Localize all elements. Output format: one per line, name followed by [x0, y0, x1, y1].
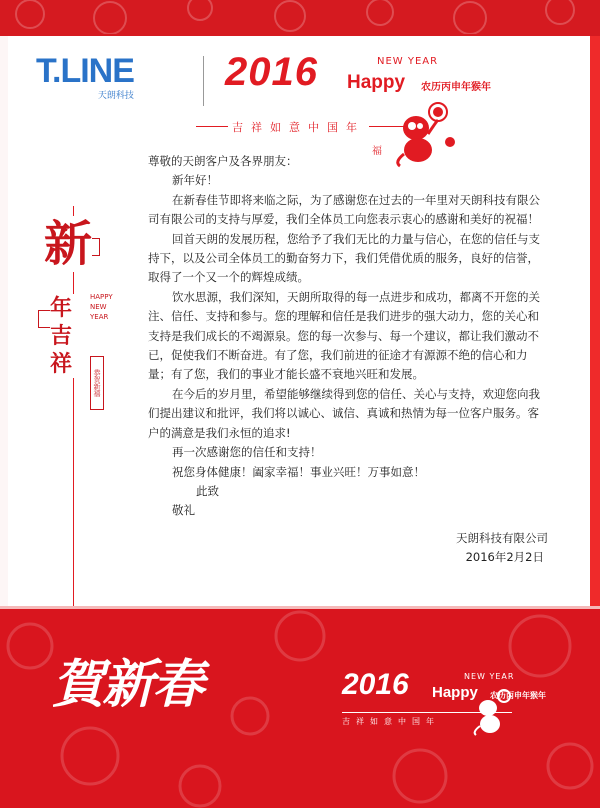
footer-year-banner: [342, 668, 546, 726]
top-red-band: [0, 0, 600, 36]
fu-pattern-top: [0, 0, 600, 36]
footer-slogan-text: 吉祥如意中国年: [342, 717, 440, 726]
fu-stamp: 福: [372, 146, 382, 157]
left-decoration: [30, 206, 120, 606]
footer-happy-text: Happy: [432, 684, 478, 701]
happy-new-year-small: HAPPY NEW YEAR: [90, 293, 113, 321]
letter-signature: 天朗科技有限公司: [456, 530, 548, 545]
pattern-swirls-top: [0, 0, 600, 34]
footer-year-text: 2016: [342, 668, 409, 701]
header-divider: [203, 56, 204, 106]
letter-paragraph-2: 回首天朗的发展历程，您给予了我们无比的力量与信心，在您的信任与支持下，以及公司全体员工的勤奋努力下，我们凭借优质的服务，良好的信誉，取得了一个又一个的辉煌成绩。: [148, 231, 540, 285]
paper-left-edge: [0, 36, 8, 606]
he-xin-chun-calligraphy: 賀新春: [52, 654, 203, 715]
letter-cizhi: 此致: [196, 483, 219, 498]
letter-paragraph-4: 在今后的岁月里，希望能够继续得到您的信任、关心与支持，欢迎您向我们提出建议和批评，我们将以诚心、诚信、真诚和热情为每一位客户服务。客户的满意是我们永恒的追求!: [148, 386, 540, 440]
letter-paragraph-3: 饮水思源，我们深知，天朗所取得的每一点进步和成功，都离不开您的关注、信任、支持和参与。您的理解和信任是我们进步的强大动力，您的关心和支持是我们成长的不竭源泉。您的每一次参与、每一个建议，都让我们激动不已，促使我们不断奋进。有了您，我们前进的征途才有源源不绝的信心和力量；有了您，我们的事业才能长盛不衰地兴旺和发展。: [148, 289, 540, 382]
calligraphy-xin: 新: [44, 216, 93, 272]
calligraphy-nianjixiang: 年吉祥: [50, 294, 80, 378]
bottom-red-band: [0, 606, 600, 808]
logo-text: T.LINE: [36, 52, 134, 90]
new-year-text: NEW YEAR: [377, 56, 439, 67]
footer-monkey-icon: [470, 686, 520, 740]
paper-right-edge: [590, 36, 600, 606]
letter-wishes: 祝您身体健康！阖家幸福！事业兴旺！万事如意！: [172, 464, 425, 479]
happy-text: Happy: [347, 72, 406, 93]
letter-jingli: 敬礼: [172, 503, 195, 518]
letter-xinnian: 新年好！: [172, 173, 218, 188]
letter-body: [148, 152, 548, 568]
year-text: 2016: [225, 50, 318, 94]
letter-paragraph-1: 在新春佳节即将来临之际，为了感谢您在过去的一年里对天朗科技有限公司有限公司的支持与厚爱，我们全体员工向您表示衷心的感谢和美好的祝福！: [148, 192, 540, 227]
letter-thanks: 再一次感谢您的信任和支持！: [172, 445, 322, 460]
lunar-year-text: 农历丙申年猴年: [421, 82, 491, 93]
year-banner: [225, 50, 491, 94]
letter-date: 2016年2月2日: [465, 550, 544, 565]
tline-logo: [36, 54, 134, 101]
footer-new-year-text: NEW YEAR: [464, 672, 515, 681]
footer-lunar-text: 农历丙申年猴年: [490, 691, 546, 700]
vertical-tag: 恭贺新禧: [90, 356, 104, 410]
letter-paper: [0, 36, 600, 606]
slogan-text: 吉祥如意中国年: [228, 119, 369, 135]
letter-greeting: 尊敬的天朗客户及各界朋友：: [148, 154, 298, 168]
logo-subtitle: 天朗科技: [97, 91, 134, 101]
